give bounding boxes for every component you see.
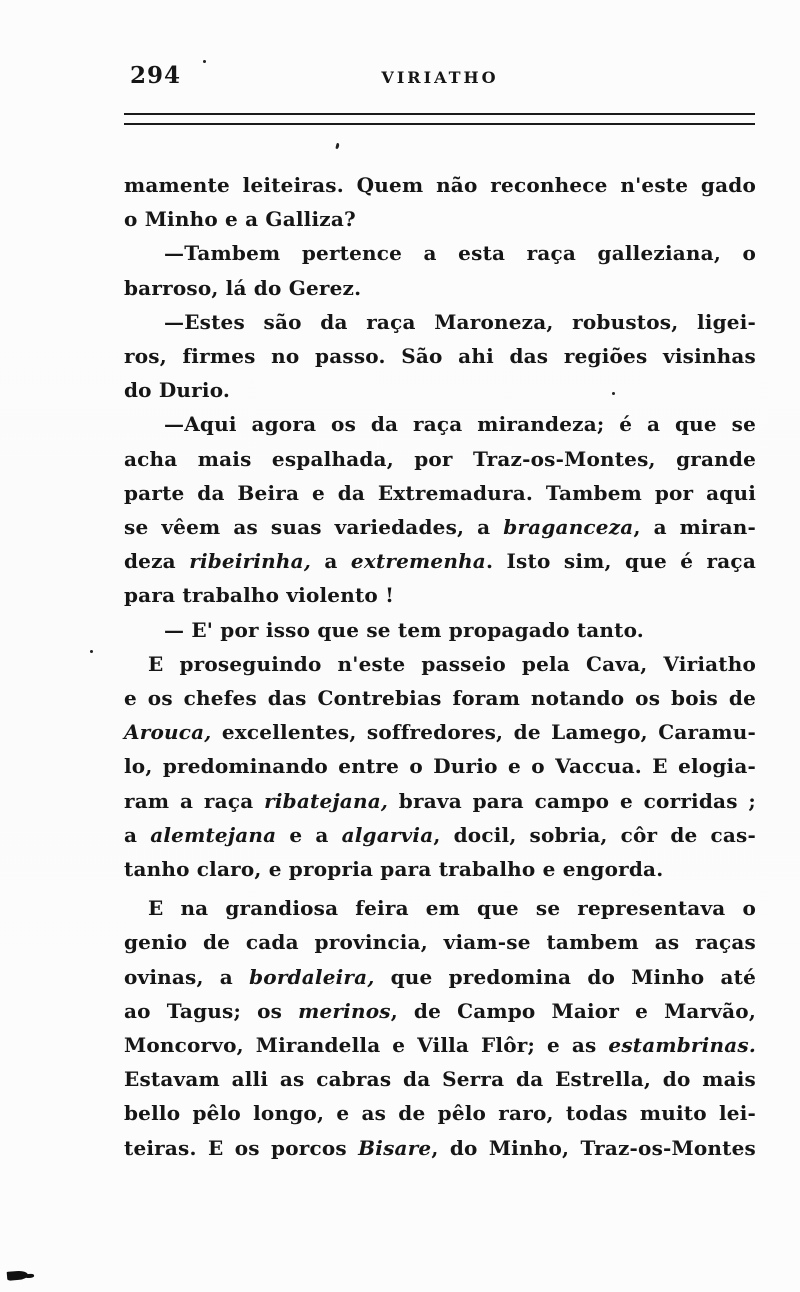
- text-line: mamente leiteiras. Quem não reconhece n'este gado: [124, 173, 756, 197]
- text-line: se vêem as suas variedades, a braganceza, a miran-: [124, 515, 756, 540]
- scan-speck: [203, 60, 206, 63]
- text-line: ao Tagus; os merinos, de Campo Maior e Marvão,: [124, 998, 756, 1023]
- text-line: bello pêlo longo, e as de pêlo raro, todas muito lei-: [124, 1101, 756, 1126]
- text-line: do Durio.: [124, 378, 231, 403]
- running-title: VIRIATHO: [381, 68, 499, 87]
- text-column: [124, 168, 756, 1165]
- text-line: teiras. E os porcos Bisare, do Minho, Traz-os-Montes: [124, 1135, 756, 1160]
- text-line: E proseguindo n'este passeio pela Cava, Viriatho: [148, 651, 756, 676]
- text-line: —Tambem pertence a esta raça galleziana, o: [164, 241, 756, 266]
- text-line: parte da Beira e da Extremadura. Tambem por aqui: [124, 480, 756, 505]
- text-line: ros, firmes no passo. São ahi das regiões visinhas: [124, 344, 756, 369]
- text-line: acha mais espalhada, por Traz-os-Montes, grande: [124, 446, 756, 471]
- page-number: 294: [130, 62, 182, 89]
- text-line: barroso, lá do Gerez.: [124, 275, 362, 300]
- text-line: e os chefes das Contrebias foram notando os bois de: [124, 686, 756, 711]
- page-header: [124, 60, 756, 98]
- scan-speck: [612, 392, 615, 395]
- text-line: — E' por isso que se tem propagado tanto.: [164, 617, 644, 642]
- text-line: —Aqui agora os da raça mirandeza; é a que se: [164, 412, 756, 437]
- text-line: tanho claro, e propria para trabalho e engorda.: [124, 857, 664, 882]
- text-line: —Estes são da raça Maroneza, robustos, ligei-: [164, 309, 756, 334]
- text-line: a alemtejana e a algarvia, docil, sobria, côr de cas-: [124, 822, 756, 847]
- text-line: genio de cada provincia, viam-se tambem as raças: [124, 930, 756, 955]
- text-line: para trabalho violento !: [124, 583, 395, 608]
- text-line: Arouca, excellentes, soffredores, de Lamego, Caramu-: [124, 720, 756, 745]
- text-line: ram a raça ribatejana, brava para campo e corridas ;: [124, 788, 756, 813]
- text-line: E na grandiosa feira em que se representava o: [148, 896, 756, 921]
- text-line: o Minho e a Galliza?: [124, 207, 356, 232]
- text-line: Estavam alli as cabras da Serra da Estrella, do mais: [124, 1067, 756, 1092]
- scan-speck: [90, 650, 93, 653]
- text-line: Moncorvo, Mirandella e Villa Flôr; e as estambrinas.: [124, 1033, 756, 1058]
- header-rule: [124, 113, 755, 125]
- text-line: ovinas, a bordaleira, que predomina do Minho até: [124, 964, 756, 989]
- text-line: lo, predominando entre o Durio e o Vaccua. E elogia-: [124, 754, 756, 779]
- text-line: deza ribeirinha, a extremenha. Isto sim, que é raça: [124, 549, 756, 574]
